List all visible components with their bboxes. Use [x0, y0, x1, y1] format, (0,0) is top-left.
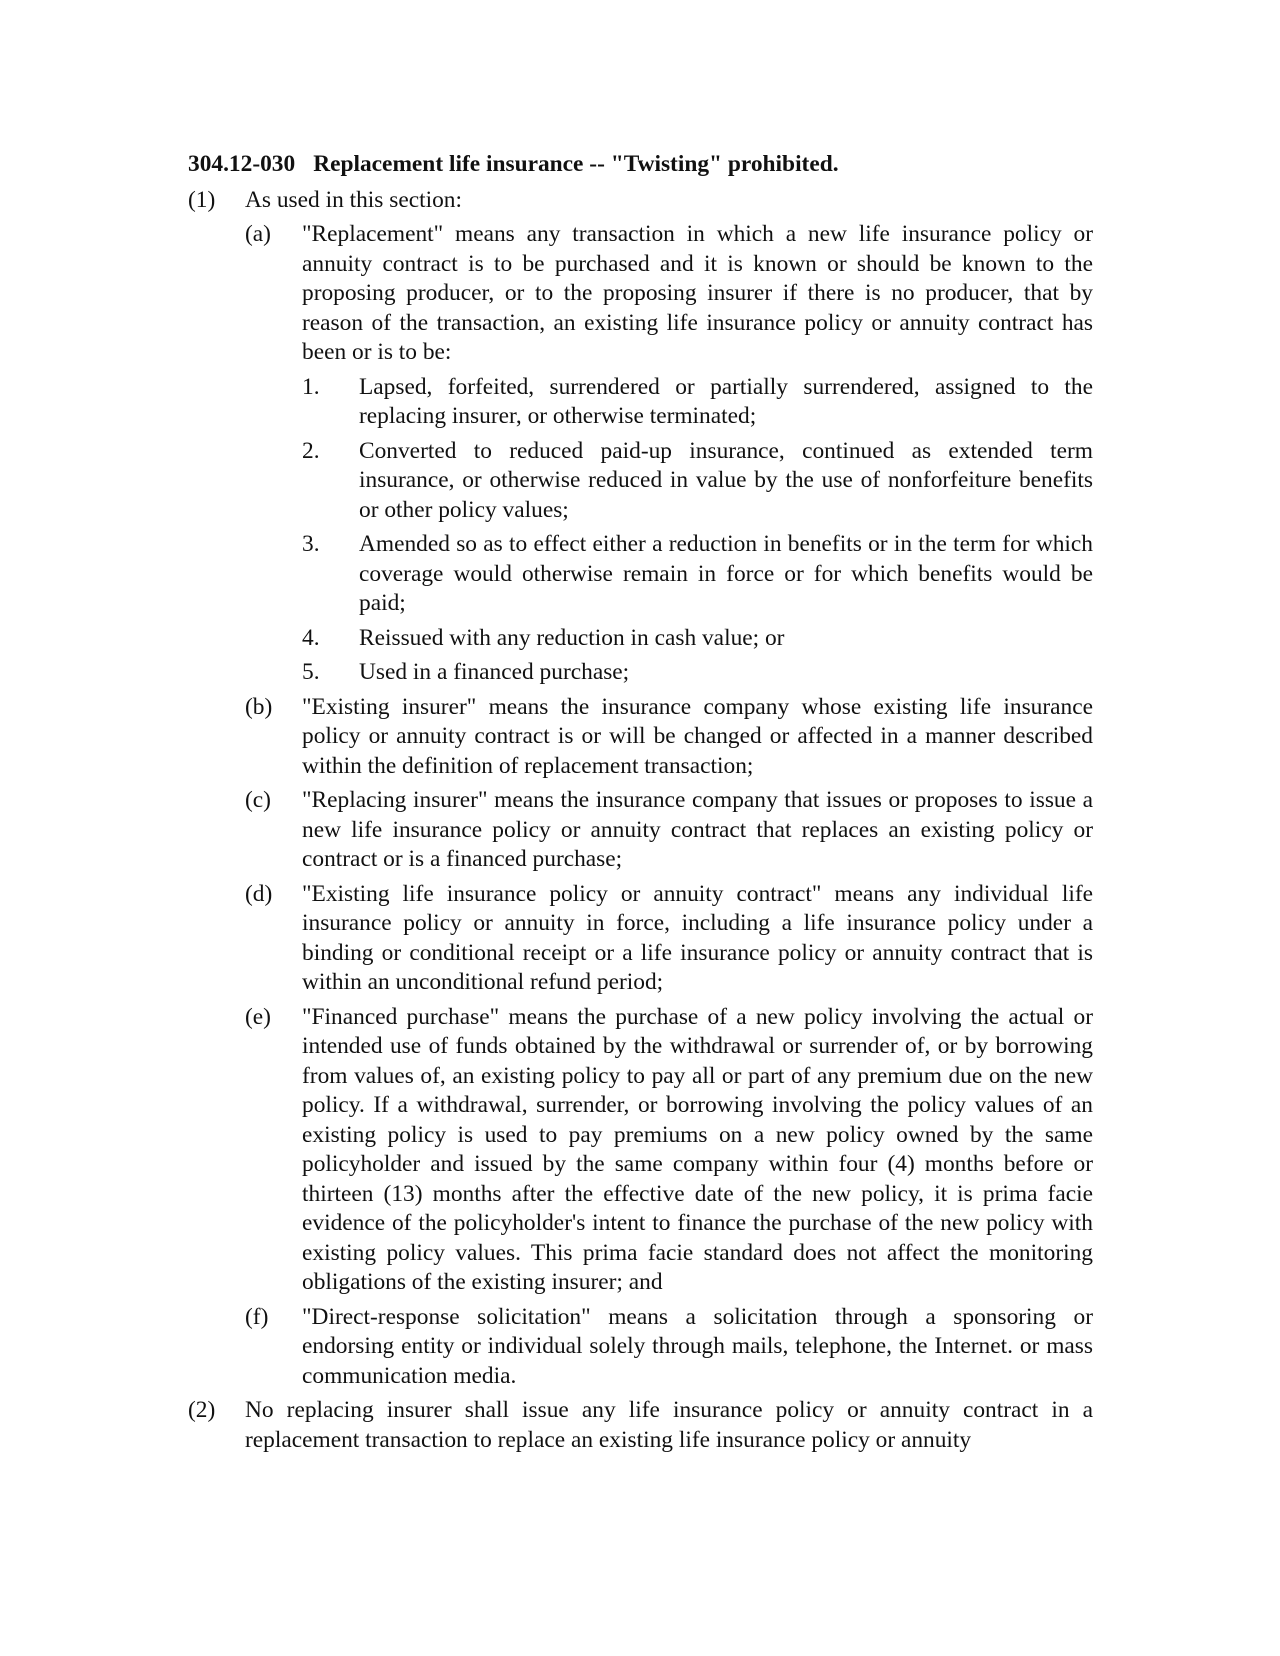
subsection-1 [188, 186, 1093, 216]
paragraph-a-label: (a) [245, 221, 271, 247]
subsection-2-label: (2) [188, 1397, 216, 1423]
subparagraph-3 [302, 530, 1093, 619]
paragraph-b-label: (b) [245, 693, 273, 720]
paragraph-e [245, 1003, 1093, 1298]
paragraph-a [245, 220, 1093, 368]
paragraph-f [245, 1303, 1093, 1392]
subsection-2-text: No replacing insurer shall issue any life insurance policy or annuity contract in a replacement transaction to replace an existing life insurance policy or annuity [245, 1397, 1093, 1453]
subparagraph-1-text: Lapsed, forfeited, surrendered or partially surrendered, assigned to the replacing insurer, or otherwise terminated; [359, 373, 1093, 429]
subparagraph-5-text: Used in a financed purchase; [359, 659, 630, 685]
subparagraph-4-text: Reissued with any reduction in cash value; or [359, 624, 785, 651]
paragraph-c [245, 786, 1093, 875]
subparagraph-3-text: Amended so as to effect either a reduction in benefits or in the term for which coverage would otherwise remain in force or for which benefits would be paid; [359, 531, 1093, 616]
subsection-1-label: (1) [188, 186, 216, 213]
subsection-1-text: As used in this section: [245, 186, 463, 213]
subparagraph-1-label: 1. [302, 373, 320, 400]
subparagraph-1 [302, 373, 1093, 432]
paragraph-c-text: "Replacing insurer" means the insurance company that issues or proposes to issue a new life insurance policy or annuity contract that replaces an existing policy or contract or is a financed purchase; [302, 787, 1093, 872]
subparagraph-5 [302, 658, 1093, 688]
section-title: Replacement life insurance -- "Twisting" prohibited. [313, 151, 839, 177]
paragraph-c-label: (c) [245, 787, 271, 813]
subparagraph-4 [302, 624, 1093, 654]
subparagraph-5-label: 5. [302, 659, 320, 685]
subparagraph-3-label: 3. [302, 531, 320, 557]
section-number: 304.12-030 [188, 151, 296, 177]
paragraph-b-text: "Existing insurer" means the insurance company whose existing life insurance policy or annuity contract is or will be changed or affected in a manner described within the definition of replacement transaction; [302, 693, 1093, 779]
paragraph-e-label: (e) [245, 1003, 271, 1030]
statute-page [188, 150, 1093, 1455]
paragraph-d-text: "Existing life insurance policy or annuity contract" means any individual life insurance policy or annuity in force, including a life insurance policy under a binding or conditional receipt or a life insurance policy or annuity contract that is within an unconditional refund period; [302, 880, 1093, 995]
paragraph-f-text: "Direct-response solicitation" means a solicitation through a sponsoring or endorsing entity or individual solely through mails, telephone, the Internet. or mass communication media. [302, 1303, 1093, 1389]
subparagraph-2-label: 2. [302, 437, 320, 464]
subparagraph-2 [302, 437, 1093, 526]
subparagraph-2-text: Converted to reduced paid-up insurance, continued as extended term insurance, or otherwise reduced in value by the use of nonforfeiture benefits or other policy values; [359, 437, 1093, 523]
paragraph-e-text: "Financed purchase" means the purchase of a new policy involving the actual or intended use of funds obtained by the withdrawal or surrender of, or by borrowing from values of, an existing policy to pay all or part of any premium due on the new policy. If a withdrawal, surrender, or borrowing involving the policy values of an existing policy is used to pay premiums on a new policy owned by the same policyholder and issued by the same company within four (4) months before or thirteen (13) months after the effective date of the new policy, it is prima facie evidence of the policyholder's intent to finance the purchase of the new policy with existing policy values. This prima facie standard does not affect the monitoring obligations of the existing insurer; and [302, 1003, 1093, 1295]
paragraph-b [245, 693, 1093, 782]
paragraph-f-label: (f) [245, 1303, 269, 1330]
subparagraph-4-label: 4. [302, 624, 320, 651]
section-heading [188, 150, 1093, 180]
subsection-2 [188, 1396, 1093, 1455]
paragraph-a-text: "Replacement" means any transaction in which a new life insurance policy or annuity contract is to be purchased and it is known or should be known to the proposing producer, or to the proposing insurer if there is no producer, that by reason of the transaction, an existing life insurance policy or annuity contract has been or is to be: [302, 221, 1093, 365]
paragraph-d [245, 880, 1093, 998]
paragraph-d-label: (d) [245, 880, 273, 907]
